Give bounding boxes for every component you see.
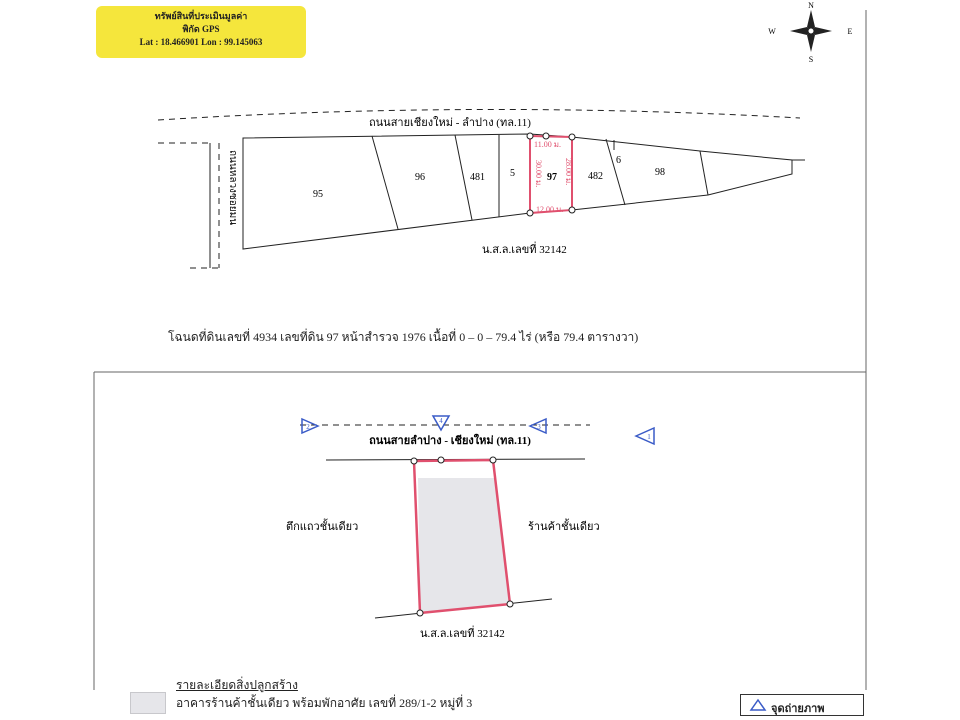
- photo-point-icon: [749, 698, 767, 712]
- parcel-number: 482: [588, 171, 603, 182]
- svg-text:1: 1: [647, 433, 651, 441]
- parcel-block-outline: [243, 134, 792, 249]
- corner-marker: [527, 210, 533, 216]
- photo-point-legend: [740, 694, 864, 716]
- bottom-parcel-label: น.ส.ล.เลขที่ 32142: [420, 628, 505, 640]
- parcel-divider: [372, 136, 398, 229]
- compass-north: N: [808, 1, 814, 10]
- gps-subtitle: พิกัด GPS: [182, 24, 220, 34]
- parcel-number: 96: [415, 172, 425, 183]
- legend-description: อาคารร้านค้าชั้นเดียว พร้อมพักอาศัย เลขที่ 289/1-2 หมู่ที่ 3: [176, 696, 473, 710]
- dimension-left: 30.00 ม.: [534, 160, 543, 188]
- building-footprint: [418, 478, 510, 613]
- top-bottom-label: น.ส.ล.เลขที่ 32142: [482, 244, 567, 256]
- corner-marker: [438, 457, 444, 463]
- dimension-top: 11.00 ม.: [534, 140, 561, 149]
- dimension-right: 28.00 ม.: [564, 158, 573, 186]
- top-road-label: ถนนสายเชียงใหม่ - ลำปาง (ทล.11): [369, 117, 531, 129]
- side-road-label: ถนนหลวงซอยมน: [227, 150, 238, 226]
- svg-text:2: 2: [306, 423, 310, 431]
- corner-marker: [490, 457, 496, 463]
- compass-south: S: [808, 55, 814, 64]
- compass-rose-icon: [768, 1, 852, 64]
- bottom-road-label: ถนนสายลำปาง - เชียงใหม่ (ทล.11): [369, 435, 531, 447]
- subject-parcel-number: 97: [547, 172, 557, 183]
- compass-west: W: [768, 27, 776, 36]
- photo-marker-3[interactable]: [530, 419, 546, 433]
- legend-swatch: [130, 692, 166, 714]
- corner-marker: [507, 601, 513, 607]
- parcel-number: 481: [470, 172, 485, 183]
- parcel-number: 6: [616, 155, 621, 166]
- corner-marker: [569, 134, 575, 140]
- photo-marker-1[interactable]: [636, 428, 654, 444]
- parcel-number: 95: [313, 189, 323, 200]
- corner-marker: [411, 458, 417, 464]
- gps-title: ทรัพย์สินที่ประเมินมูลค่า: [154, 11, 248, 21]
- parcel-divider: [700, 151, 708, 195]
- dimension-bottom: 12.00 ม.: [536, 205, 564, 214]
- parcel-number: 98: [655, 167, 665, 178]
- compass-east: E: [847, 27, 853, 36]
- parcel-number: 5: [510, 168, 515, 179]
- photo-marker-2[interactable]: [302, 419, 318, 433]
- photo-marker-4[interactable]: [433, 416, 449, 430]
- gps-coordinates: Lat : 18.466901 Lon : 99.145063: [139, 37, 263, 47]
- corner-marker: [543, 133, 549, 139]
- corner-marker: [527, 133, 533, 139]
- right-building-label: ร้านค้าชั้นเดียว: [528, 521, 600, 533]
- photo-point-label: จุดถ่ายภาพ: [771, 703, 825, 715]
- legend-heading: รายละเอียดสิ่งปลูกสร้าง: [176, 678, 298, 692]
- parcel-divider: [606, 139, 625, 205]
- corner-marker: [569, 207, 575, 213]
- svg-text:4: 4: [439, 417, 443, 425]
- left-building-label: ตึกแถวชั้นเดียว: [286, 521, 359, 533]
- parcel-title-deed-caption: โฉนดที่ดินเลขที่ 4934 เลขที่ดิน 97 หน้าสำรวจ 1976 เนื้อที่ 0 – 0 – 79.4 ไร่ (หรือ 79.4 ตารางวา): [168, 330, 639, 344]
- corner-marker: [417, 610, 423, 616]
- svg-text:3: 3: [537, 423, 541, 431]
